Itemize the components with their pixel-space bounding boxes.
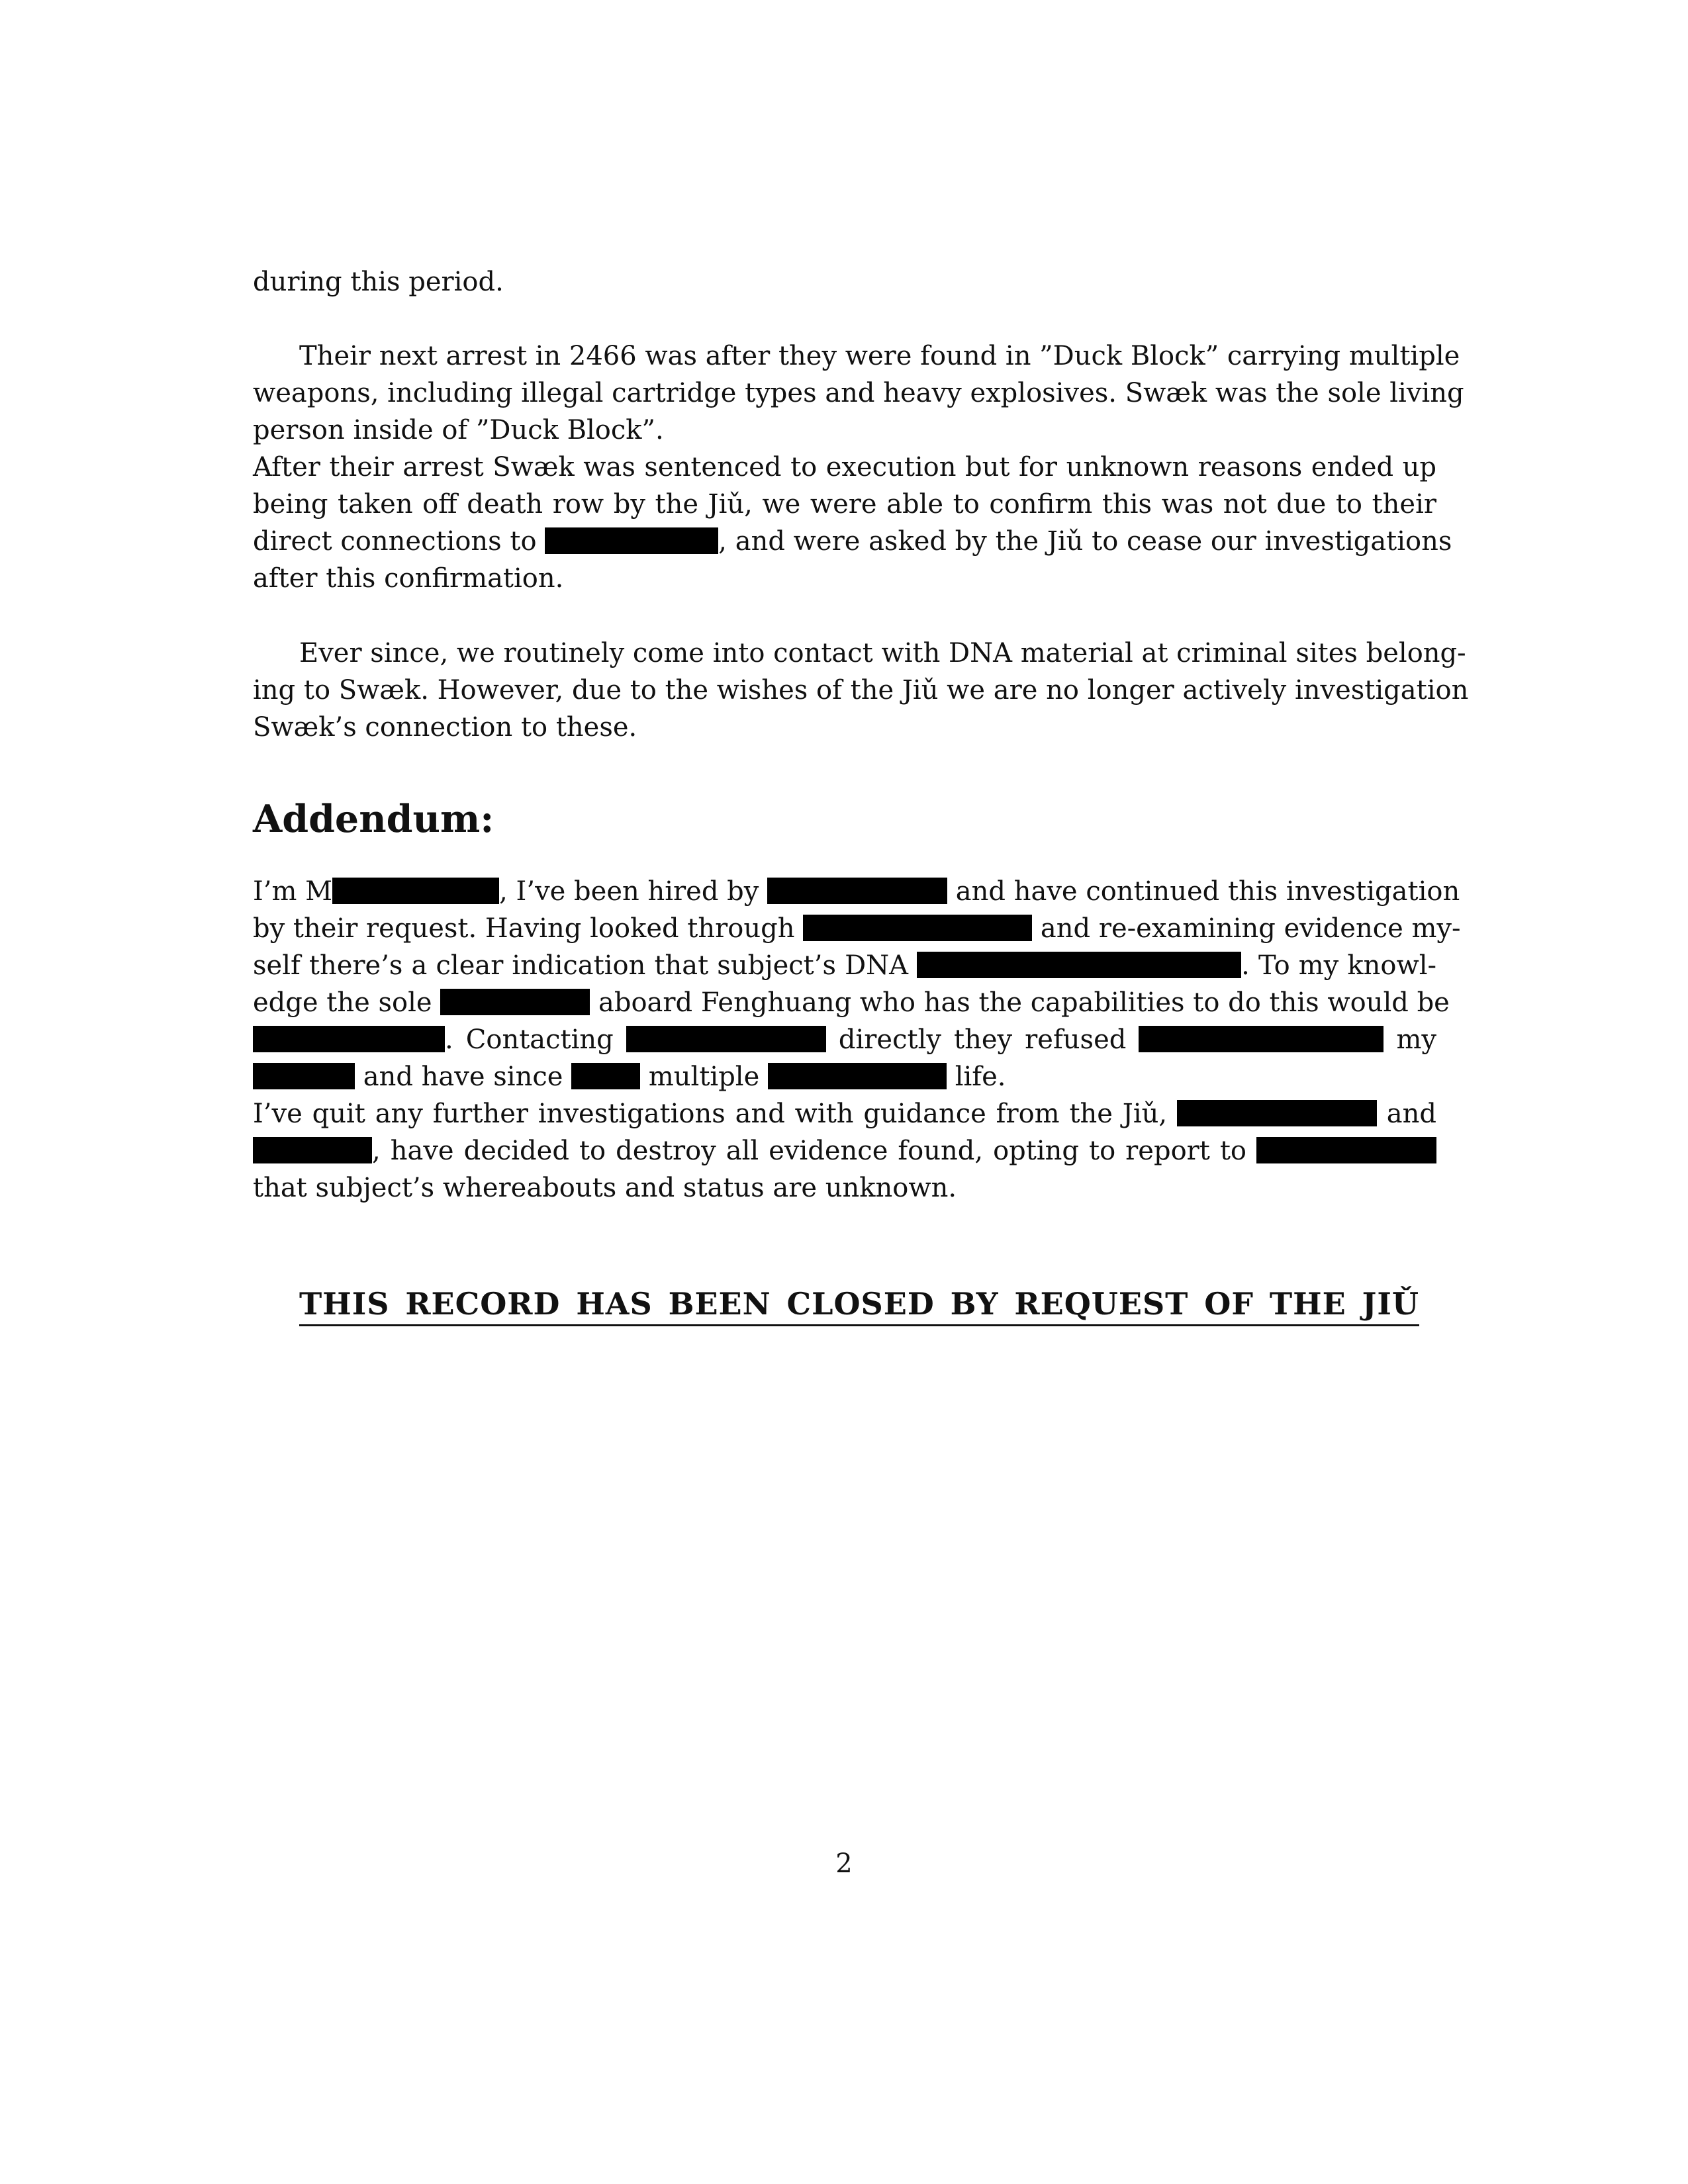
redaction-bar: [1177, 1100, 1377, 1126]
addendum-line-1: [253, 873, 1460, 910]
text-segment: self there’s a clear indication that subject’s DNA: [253, 950, 909, 981]
addendum-line-4: [253, 984, 1450, 1021]
redaction-bar: [1139, 1026, 1383, 1052]
paragraph-2-line-3: person inside of ”Duck Block”.: [253, 415, 664, 445]
redaction-bar: [571, 1063, 640, 1089]
addendum-line-7: [253, 1095, 1436, 1132]
text-segment: , and were asked by the Jiǔ to cease our investigations: [718, 526, 1452, 557]
page-number: 2: [835, 1848, 853, 1879]
addendum-line-8: [253, 1132, 1436, 1169]
paragraph-2-line-2: weapons, including illegal cartridge types and heavy explosives. Swæk was the sole living: [253, 378, 1464, 408]
text-segment: edge the sole: [253, 987, 432, 1018]
redaction-bar: [917, 952, 1241, 978]
addendum-heading: Addendum:: [253, 797, 494, 841]
text-segment: aboard Fenghuang who has the capabilities to do this would be: [598, 987, 1450, 1018]
addendum-line-6: [253, 1058, 1436, 1095]
redaction-bar: [332, 878, 499, 904]
paragraph-2-line-4: After their arrest Swæk was sentenced to execution but for unknown reasons ended up: [253, 452, 1436, 482]
redaction-bar: [767, 878, 947, 904]
text-segment: by their request. Having looked through: [253, 913, 795, 944]
text-segment: and have since: [363, 1062, 563, 1092]
text-segment: , I’ve been hired by: [499, 876, 759, 907]
text-segment: and have continued this investigation: [955, 876, 1460, 907]
redaction-bar: [253, 1137, 372, 1163]
text-segment: life.: [955, 1062, 1006, 1092]
text-segment: . Contacting: [445, 1024, 614, 1055]
paragraph-3-line-1: Ever since, we routinely come into contact with DNA material at criminal sites belong-: [299, 638, 1466, 668]
addendum-line-2: [253, 910, 1461, 947]
text-segment: multiple: [648, 1062, 760, 1092]
text-segment: directly they refused: [838, 1024, 1127, 1055]
addendum-line-9: that subject’s whereabouts and status are unknown.: [253, 1173, 957, 1203]
redaction-bar: [253, 1026, 445, 1052]
closing-underline: [299, 1324, 1419, 1326]
redaction-bar: [440, 989, 590, 1015]
redaction-bar: [768, 1063, 947, 1089]
paragraph-2-line-7: after this confirmation.: [253, 563, 564, 594]
redaction-bar: [545, 527, 718, 554]
paragraph-3-line-2: ing to Swæk. However, due to the wishes of the Jiǔ we are no longer actively investigation: [253, 675, 1469, 705]
text-segment: , have decided to destroy all evidence found, opting to report to: [372, 1136, 1246, 1166]
text-segment: and re-examining evidence my-: [1040, 913, 1461, 944]
text-segment: . To my knowl-: [1241, 950, 1437, 981]
text-segment: I’ve quit any further investigations and with guidance from the Jiǔ,: [253, 1099, 1168, 1129]
addendum-line-5: [253, 1021, 1436, 1058]
text-segment: my: [1396, 1024, 1437, 1055]
text-segment: direct connections to: [253, 526, 537, 557]
paragraph-2-line-1: Their next arrest in 2466 was after they were found in ”Duck Block” carrying multiple: [299, 341, 1460, 371]
redaction-bar: [626, 1026, 826, 1052]
paragraph-2-line-5: being taken off death row by the Jiǔ, we were able to confirm this was not due to their: [253, 489, 1436, 520]
addendum-line-3: [253, 947, 1436, 984]
paragraph-1-line-1: during this period.: [253, 267, 504, 297]
record-closed-notice: THIS RECORD HAS BEEN CLOSED BY REQUEST OF THE JIǓ: [299, 1286, 1419, 1322]
paragraph-3-line-3: Swæk’s connection to these.: [253, 712, 637, 743]
redaction-bar: [803, 915, 1032, 941]
text-segment: and: [1386, 1099, 1436, 1129]
redaction-bar: [253, 1063, 355, 1089]
text-segment: I’m M: [253, 876, 333, 907]
redaction-bar: [1256, 1137, 1436, 1163]
paragraph-2-line-6: [253, 523, 1452, 560]
